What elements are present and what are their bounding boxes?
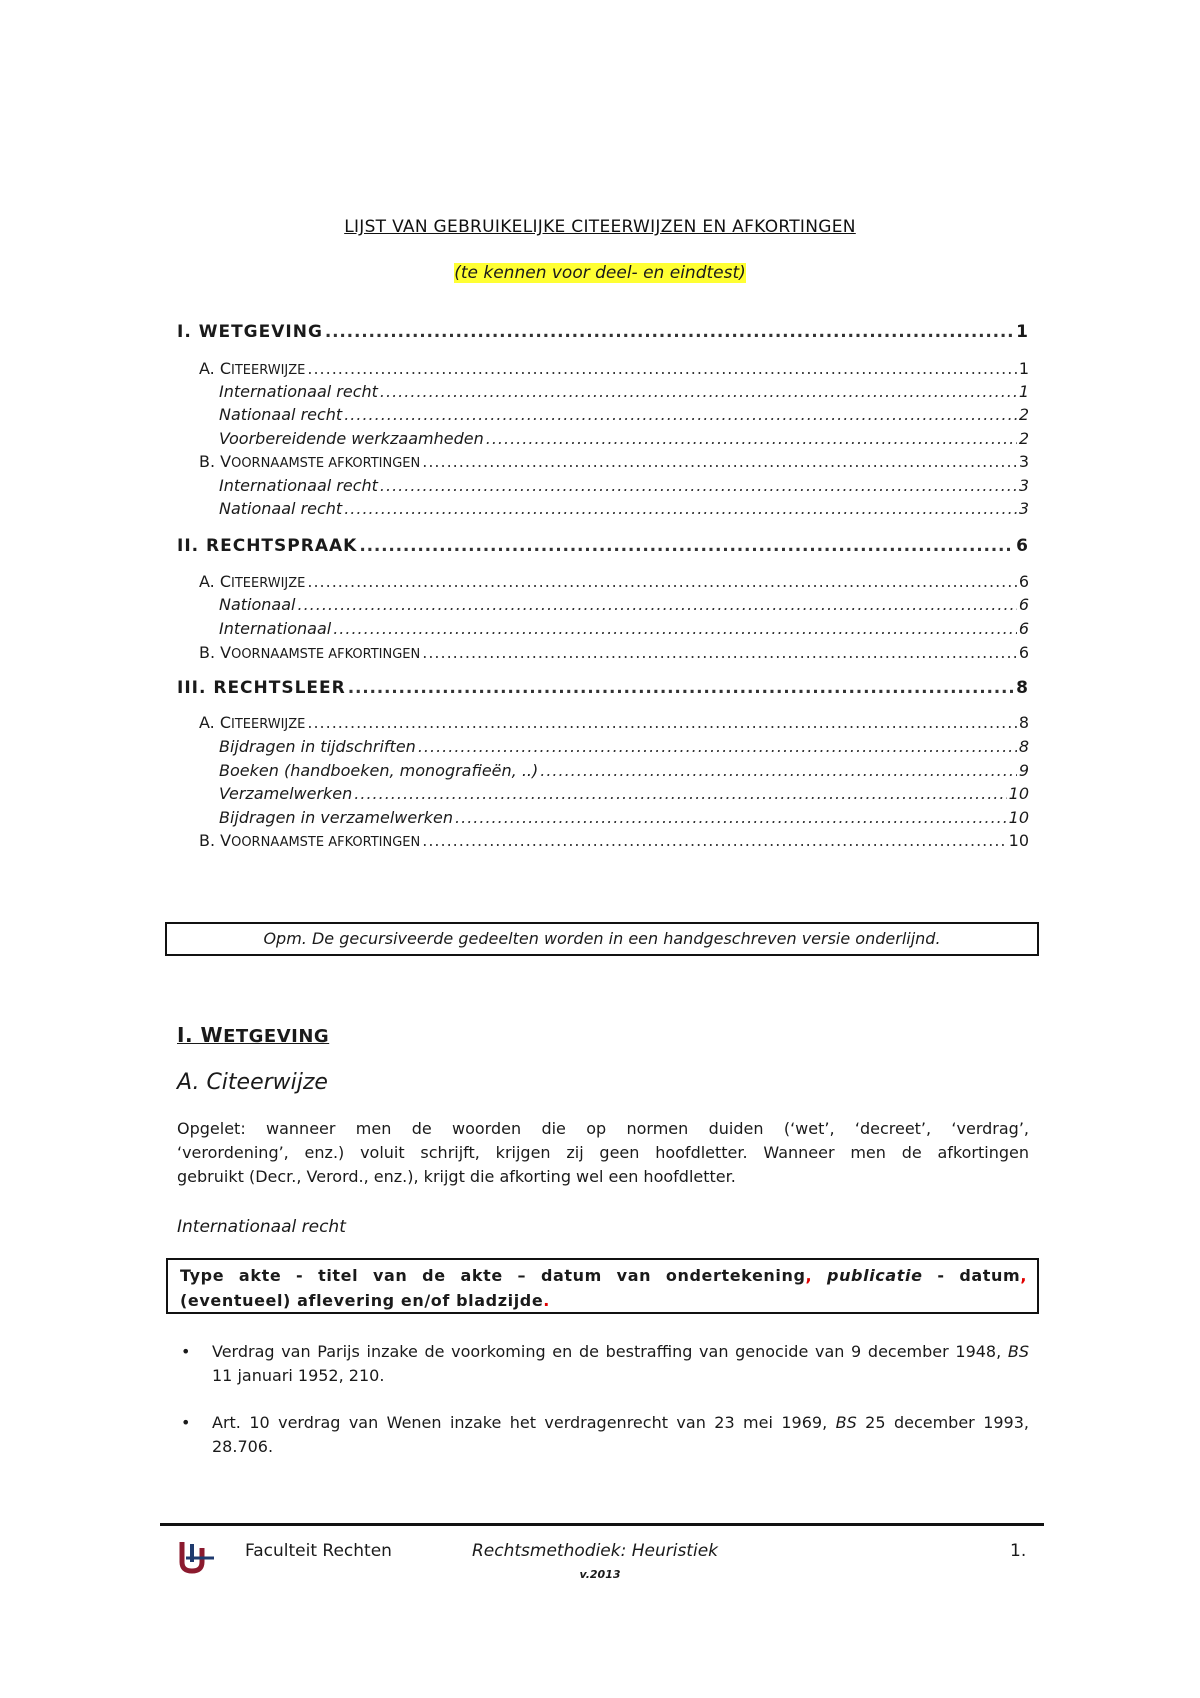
toc-label: A. CITEERWIJZE: [199, 359, 306, 378]
toc-label: Nationaal recht: [219, 499, 343, 518]
toc-leader: [348, 678, 1014, 698]
toc-page: 1: [1016, 322, 1029, 342]
toc-leader: [422, 831, 1006, 850]
toc-label: Internationaal recht: [219, 476, 378, 495]
toc-leader: [307, 359, 1016, 378]
subsection-heading: A. Citeerwijze: [177, 1070, 328, 1095]
subsection-label: Internationaal recht: [177, 1217, 346, 1237]
toc-leader: [422, 643, 1017, 662]
toc-leader: [359, 536, 1014, 556]
toc-label: Nationaal: [219, 595, 296, 614]
intro-paragraph: Opgelet: wanneer men de woorden die op normen duiden (‘wet’, ‘decreet’, ‘verdrag’, ‘verordening’, enz.) voluit schrijft, krijgen zij geen hoofdletter. Wanneer men de afkortingen gebruikt (Decr., Verord., enz.), krijgt die afkorting wel een hoofdletter.: [177, 1119, 1029, 1186]
list-item: • Art. 10 verdrag van Wenen inzake het verdragenrecht van 23 mei 1969, BS 25 december 1993, 28.706.: [181, 1413, 1029, 1456]
toc-leader: [380, 382, 1017, 401]
toc-label: II. RECHTSPRAAK: [177, 536, 358, 556]
toc-label: I. WETGEVING: [177, 322, 323, 342]
toc-page: 3: [1018, 499, 1029, 518]
bullet-icon: •: [181, 1413, 191, 1432]
section-heading: I. WETGEVING: [177, 1023, 330, 1047]
toc-page: 9: [1018, 761, 1029, 780]
toc-entry-citeerwijze[interactable]: [199, 713, 1029, 732]
toc-label: Verzamelwerken: [219, 784, 353, 803]
toc-leader: [418, 737, 1017, 756]
toc-leader: [486, 429, 1017, 448]
toc-page: 10: [1008, 831, 1029, 850]
toc-page: 6: [1018, 595, 1029, 614]
document-subtitle: [0, 263, 1200, 283]
toc-page: 1: [1018, 359, 1029, 378]
toc-entry-nationaal-recht[interactable]: [219, 405, 1029, 424]
toc-entry-bijdragen-verzamelwerken[interactable]: [219, 808, 1029, 827]
toc-page: 8: [1018, 737, 1029, 756]
toc-page: 10: [1008, 784, 1029, 803]
toc-entry-citeerwijze[interactable]: [199, 359, 1029, 378]
toc-entry-voorbereidende-werkzaamheden[interactable]: [219, 429, 1029, 448]
toc-entry-rechtspraak[interactable]: [177, 536, 1029, 556]
toc-entry-afkortingen[interactable]: [199, 452, 1029, 471]
toc-page: 2: [1018, 405, 1029, 424]
toc-leader: [455, 808, 1007, 827]
toc-page: 1: [1018, 382, 1029, 401]
toc-leader: [333, 619, 1017, 638]
toc-page: 3: [1018, 476, 1029, 495]
toc-label: Bijdragen in tijdschriften: [219, 737, 416, 756]
toc-entry-wetgeving[interactable]: [177, 322, 1029, 342]
toc-page: 2: [1018, 429, 1029, 448]
toc-page: 6: [1018, 619, 1029, 638]
toc-leader: [540, 761, 1017, 780]
bullet-icon: •: [181, 1342, 191, 1361]
toc-entry-afkortingen[interactable]: [199, 643, 1029, 662]
toc-entry-rechtsleer[interactable]: [177, 678, 1029, 698]
toc-entry-internationaal-recht[interactable]: [219, 476, 1029, 495]
toc-page: 10: [1008, 808, 1029, 827]
toc-leader: [297, 595, 1016, 614]
toc-leader: [307, 572, 1016, 591]
footer-course: Rechtsmethodiek: Heuristiek: [472, 1541, 719, 1561]
toc-label: III. RECHTSLEER: [177, 678, 346, 698]
toc-label: Nationaal recht: [219, 405, 343, 424]
document-title: LIJST VAN GEBRUIKELIJKE CITEERWIJZEN EN AFKORTINGEN: [344, 217, 856, 237]
footer-faculty: Faculteit Rechten: [245, 1541, 392, 1561]
list-item: • Verdrag van Parijs inzake de voorkoming en de bestraffing van genocide van 9 december 1948, BS 11 januari 1952, 210.: [181, 1342, 1029, 1385]
toc-entry-internationaal[interactable]: [219, 619, 1029, 638]
subtitle-highlight: (te kennen voor deel- en eindtest): [454, 263, 746, 283]
toc-label: Internationaal recht: [219, 382, 378, 401]
toc-page: 3: [1018, 452, 1029, 471]
toc-leader: [325, 322, 1014, 342]
toc-label: Voorbereidende werkzaamheden: [219, 429, 484, 448]
toc-label: A. CITEERWIJZE: [199, 713, 306, 732]
toc-entry-nationaal[interactable]: [219, 595, 1029, 614]
toc-entry-afkortingen[interactable]: [199, 831, 1029, 850]
toc-entry-bijdragen-tijdschriften[interactable]: [219, 737, 1029, 756]
toc-page: 8: [1018, 713, 1029, 732]
toc-page: 6: [1018, 643, 1029, 662]
toc-label: A. CITEERWIJZE: [199, 572, 306, 591]
toc-entry-boeken[interactable]: [219, 761, 1029, 780]
toc-label: Bijdragen in verzamelwerken: [219, 808, 454, 827]
toc-entry-internationaal-recht[interactable]: [219, 382, 1029, 401]
toc-leader: [344, 405, 1017, 424]
toc-leader: [354, 784, 1006, 803]
toc-label: B. VOORNAAMSTE AFKORTINGEN: [199, 643, 421, 662]
note-box: Opm. De gecursiveerde gedeelten worden in een handgeschreven versie onderlijnd.: [165, 922, 1039, 956]
toc-page: 6: [1018, 572, 1029, 591]
toc-entry-verzamelwerken[interactable]: [219, 784, 1029, 803]
toc-label: Internationaal: [219, 619, 332, 638]
toc-page: 6: [1016, 536, 1029, 556]
toc-page: 8: [1016, 678, 1029, 698]
toc-label: B. VOORNAAMSTE AFKORTINGEN: [199, 452, 421, 471]
page-number: 1.: [1010, 1541, 1027, 1561]
version-label: v.2013: [579, 1568, 621, 1581]
toc-leader: [307, 713, 1016, 732]
toc-leader: [422, 452, 1017, 471]
toc-leader: [380, 476, 1017, 495]
toc-leader: [344, 499, 1017, 518]
toc-entry-citeerwijze[interactable]: [199, 572, 1029, 591]
toc-entry-nationaal-recht[interactable]: [219, 499, 1029, 518]
toc-label: B. VOORNAAMSTE AFKORTINGEN: [199, 831, 421, 850]
footer-divider: [160, 1523, 1044, 1526]
toc-label: Boeken (handboeken, monografieën, ..): [219, 761, 539, 780]
citation-formula-box: Type akte - titel van de akte – datum van ondertekening, publicatie - datum, (eventueel) aflevering en/of bladzijde.: [166, 1258, 1039, 1314]
